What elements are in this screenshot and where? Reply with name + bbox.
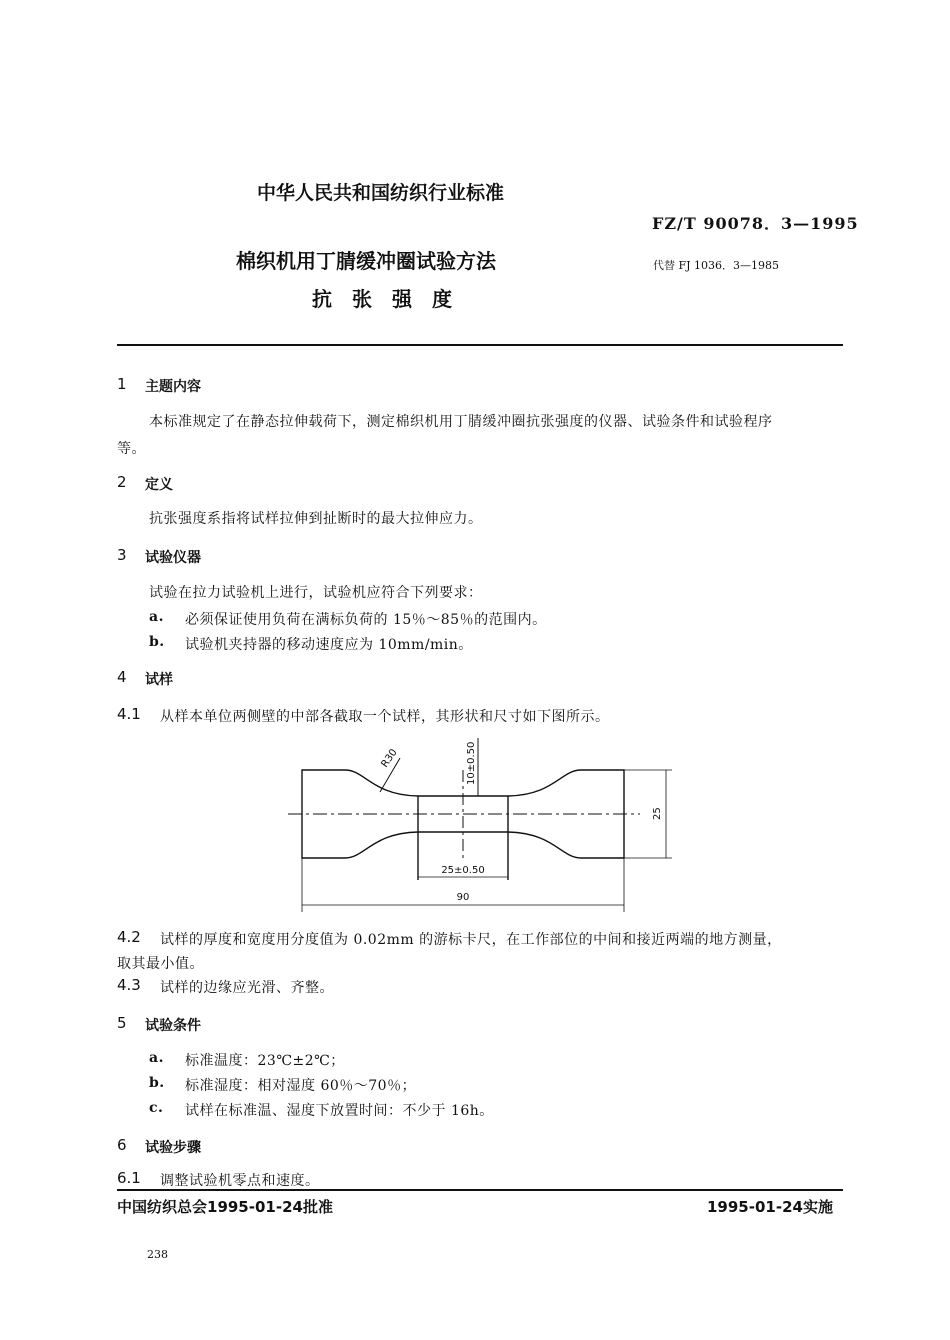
replaces-note: 代替 FJ 1036．3—1985 — [653, 259, 780, 272]
specimen-diagram — [280, 730, 680, 920]
gauge-label: 25±0.50 — [441, 865, 485, 876]
paragraph-line: 从样本单位两侧壁的中部各截取一个试样，其形状和尺寸如下图所示。 — [160, 709, 610, 725]
radius-label: R30 — [379, 747, 400, 770]
list-marker: c. — [149, 1100, 164, 1116]
section-number: 6 — [117, 1136, 127, 1154]
section-title: 试样 — [145, 672, 173, 688]
document-subtitle: 抗 张 强 度 — [312, 287, 452, 311]
header-divider — [117, 344, 843, 346]
section-title: 定义 — [145, 477, 173, 493]
list-item: 标准温度：23℃±2℃； — [185, 1053, 345, 1069]
section-number: 4 — [117, 668, 127, 686]
width-label: 25 — [652, 807, 663, 820]
list-item: 试样在标准温、湿度下放置时间：不少于 16h。 — [185, 1103, 494, 1119]
section-number: 5 — [117, 1014, 127, 1032]
paragraph-line: 本标准规定了在静态拉伸载荷下，测定棉织机用丁腈缓冲圈抗张强度的仪器、试验条件和试验程序 — [149, 414, 773, 430]
section-title: 试验仪器 — [145, 550, 201, 566]
list-marker: a. — [149, 1050, 164, 1066]
thickness-label: 10±0.50 — [466, 741, 477, 785]
document-title: 棉织机用丁腈缓冲圈试验方法 — [236, 249, 496, 273]
section-title: 主题内容 — [145, 379, 201, 395]
implementation-note: 1995-01-24实施 — [707, 1198, 833, 1216]
standard-code: FZ/T 90078．3—1995 — [652, 214, 859, 233]
list-marker: a. — [149, 609, 164, 625]
total-label: 90 — [456, 892, 470, 903]
list-item: 必须保证使用负荷在满标负荷的 15％～85％的范围内。 — [185, 612, 547, 628]
section-number: 1 — [117, 375, 127, 393]
paragraph-line: 等。 — [117, 441, 146, 457]
section-number: 2 — [117, 473, 127, 491]
footer-divider — [117, 1189, 843, 1191]
list-item: 试验机夹持器的移动速度应为 10mm/min。 — [185, 637, 473, 653]
clause-number: 4.1 — [117, 705, 141, 723]
paragraph-line: 试样的厚度和宽度用分度值为 0.02mm 的游标卡尺，在工作部位的中间和接近两端的地方测量， — [160, 932, 782, 948]
list-marker: b. — [149, 1075, 165, 1091]
clause-number: 4.2 — [117, 928, 141, 946]
clause-number: 4.3 — [117, 976, 141, 994]
paragraph-line: 试样的边缘应光滑、齐整。 — [160, 980, 334, 996]
page-number: 238 — [147, 1248, 168, 1261]
paragraph-line: 抗张强度系指将试样拉伸到扯断时的最大拉伸应力。 — [149, 511, 483, 527]
approval-note: 中国纺织总会1995-01-24批准 — [117, 1198, 333, 1216]
paragraph-line: 调整试验机零点和速度。 — [160, 1173, 320, 1189]
section-number: 3 — [117, 546, 127, 564]
section-title: 试验步骤 — [145, 1140, 201, 1156]
paragraph-line: 试验在拉力试验机上进行，试验机应符合下列要求： — [149, 585, 483, 601]
list-item: 标准湿度：相对湿度 60％～70％； — [185, 1078, 417, 1094]
list-marker: b. — [149, 634, 165, 650]
org-standard-title: 中华人民共和国纺织行业标准 — [257, 182, 505, 204]
clause-number: 6.1 — [117, 1169, 141, 1187]
paragraph-line: 取其最小值。 — [117, 956, 204, 972]
section-title: 试验条件 — [145, 1018, 201, 1034]
